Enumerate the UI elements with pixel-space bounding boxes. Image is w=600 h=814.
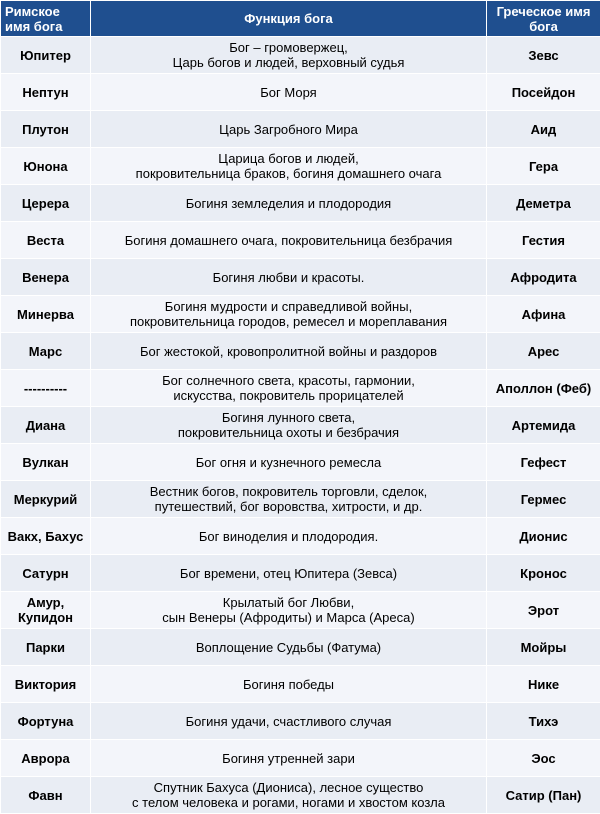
greek-name-cell: Дионис: [487, 518, 600, 555]
greek-name-cell: Аид: [487, 111, 600, 148]
function-cell: [91, 518, 487, 555]
function-cell: [91, 148, 487, 185]
table-row: [1, 148, 600, 185]
function-cell: [91, 259, 487, 296]
function-cell: [91, 629, 487, 666]
table-row: [1, 740, 600, 777]
roman-name-cell: Плутон: [1, 111, 91, 148]
greek-name-cell: Аполлон (Феб): [487, 370, 600, 407]
roman-name-cell: Нептун: [1, 74, 91, 111]
table-row: [1, 259, 600, 296]
function-cell: [91, 592, 487, 629]
greek-name-cell: Мойры: [487, 629, 600, 666]
function-line: покровительница браков, богиня домашнего очага: [93, 166, 484, 181]
greek-name-cell: Эрот: [487, 592, 600, 629]
header-function: Функция бога: [91, 1, 487, 37]
table-row: [1, 666, 600, 703]
table-row: [1, 333, 600, 370]
function-line: Богиня земледелия и плодородия: [93, 196, 484, 211]
table-row: [1, 185, 600, 222]
greek-name-cell: Эос: [487, 740, 600, 777]
greek-name-cell: Гермес: [487, 481, 600, 518]
roman-name-cell: Меркурий: [1, 481, 91, 518]
function-cell: [91, 777, 487, 814]
greek-name-cell: Нике: [487, 666, 600, 703]
header-row: [1, 1, 600, 37]
function-line: Бог огня и кузнечного ремесла: [93, 455, 484, 470]
greek-name-cell: Зевс: [487, 37, 600, 74]
function-line: Богиня победы: [93, 677, 484, 692]
roman-name-cell: Парки: [1, 629, 91, 666]
roman-name-cell: Церера: [1, 185, 91, 222]
roman-name-cell: Сатурн: [1, 555, 91, 592]
roman-name-cell: Виктория: [1, 666, 91, 703]
roman-name-cell: Юнона: [1, 148, 91, 185]
roman-name-cell: Минерва: [1, 296, 91, 333]
function-cell: [91, 333, 487, 370]
roman-name-cell: Аврора: [1, 740, 91, 777]
function-line: Бог Моря: [93, 85, 484, 100]
function-line: Богиня домашнего очага, покровительница безбрачия: [93, 233, 484, 248]
roman-name-cell: Юпитер: [1, 37, 91, 74]
table-row: [1, 481, 600, 518]
roman-name-cell: Диана: [1, 407, 91, 444]
greek-name-cell: Гефест: [487, 444, 600, 481]
function-cell: [91, 555, 487, 592]
function-cell: [91, 222, 487, 259]
table-row: [1, 777, 600, 814]
function-line: искусства, покровитель прорицателей: [93, 388, 484, 403]
table-row: [1, 222, 600, 259]
function-line: Воплощение Судьбы (Фатума): [93, 640, 484, 655]
greek-name-cell: Арес: [487, 333, 600, 370]
table-row: [1, 370, 600, 407]
function-line: Богиня мудрости и справедливой войны,: [93, 299, 484, 314]
function-line: с телом человека и рогами, ногами и хвостом козла: [93, 795, 484, 810]
roman-name-cell: Веста: [1, 222, 91, 259]
table-row: [1, 555, 600, 592]
function-line: Богиня любви и красоты.: [93, 270, 484, 285]
function-cell: [91, 185, 487, 222]
function-cell: [91, 703, 487, 740]
table-row: [1, 37, 600, 74]
function-cell: [91, 740, 487, 777]
function-line: покровительница охоты и безбрачия: [93, 425, 484, 440]
greek-name-cell: Артемида: [487, 407, 600, 444]
function-cell: [91, 74, 487, 111]
greek-name-cell: Гера: [487, 148, 600, 185]
function-cell: [91, 444, 487, 481]
table-row: [1, 111, 600, 148]
greek-name-cell: Деметра: [487, 185, 600, 222]
function-cell: [91, 296, 487, 333]
table-row: [1, 444, 600, 481]
function-cell: [91, 111, 487, 148]
function-line: Царица богов и людей,: [93, 151, 484, 166]
greek-name-cell: Афродита: [487, 259, 600, 296]
function-line: Богиня удачи, счастливого случая: [93, 714, 484, 729]
function-line: Богиня утренней зари: [93, 751, 484, 766]
roman-name-cell: Вакх, Бахус: [1, 518, 91, 555]
roman-name-cell: Фортуна: [1, 703, 91, 740]
greek-name-cell: Сатир (Пан): [487, 777, 600, 814]
function-line: сын Венеры (Афродиты) и Марса (Ареса): [93, 610, 484, 625]
table-row: [1, 592, 600, 629]
greek-name-cell: Тихэ: [487, 703, 600, 740]
function-cell: [91, 407, 487, 444]
roman-name-cell: Фавн: [1, 777, 91, 814]
table-row: [1, 407, 600, 444]
table-header: [1, 1, 600, 37]
table-row: [1, 703, 600, 740]
table-row: [1, 518, 600, 555]
function-line: Спутник Бахуса (Диониса), лесное существо: [93, 780, 484, 795]
roman-name-cell: Амур, Купидон: [1, 592, 91, 629]
table-body: [1, 37, 600, 814]
function-cell: [91, 481, 487, 518]
table-row: [1, 629, 600, 666]
roman-name-cell: Венера: [1, 259, 91, 296]
table-row: [1, 74, 600, 111]
roman-name-cell: Вулкан: [1, 444, 91, 481]
function-cell: [91, 666, 487, 703]
function-line: Бог – громовержец,: [93, 40, 484, 55]
function-cell: [91, 370, 487, 407]
function-line: Царь богов и людей, верховный судья: [93, 55, 484, 70]
greek-name-cell: Гестия: [487, 222, 600, 259]
function-line: Бог времени, отец Юпитера (Зевса): [93, 566, 484, 581]
function-line: Богиня лунного света,: [93, 410, 484, 425]
roman-name-cell: Марс: [1, 333, 91, 370]
greek-name-cell: Посейдон: [487, 74, 600, 111]
roman-name-cell: ----------: [1, 370, 91, 407]
function-line: покровительница городов, ремесел и мореплавания: [93, 314, 484, 329]
function-line: Крылатый бог Любви,: [93, 595, 484, 610]
function-line: Царь Загробного Мира: [93, 122, 484, 137]
greek-name-cell: Кронос: [487, 555, 600, 592]
greek-name-cell: Афина: [487, 296, 600, 333]
table-row: [1, 296, 600, 333]
function-cell: [91, 37, 487, 74]
function-line: Вестник богов, покровитель торговли, сделок,: [93, 484, 484, 499]
header-greek-name: Греческое имя бога: [487, 1, 600, 37]
function-line: Бог виноделия и плодородия.: [93, 529, 484, 544]
function-line: Бог солнечного света, красоты, гармонии,: [93, 373, 484, 388]
function-line: путешествий, бог воровства, хитрости, и др.: [93, 499, 484, 514]
header-roman-name: Римское имя бога: [1, 1, 91, 37]
function-line: Бог жестокой, кровопролитной войны и раздоров: [93, 344, 484, 359]
